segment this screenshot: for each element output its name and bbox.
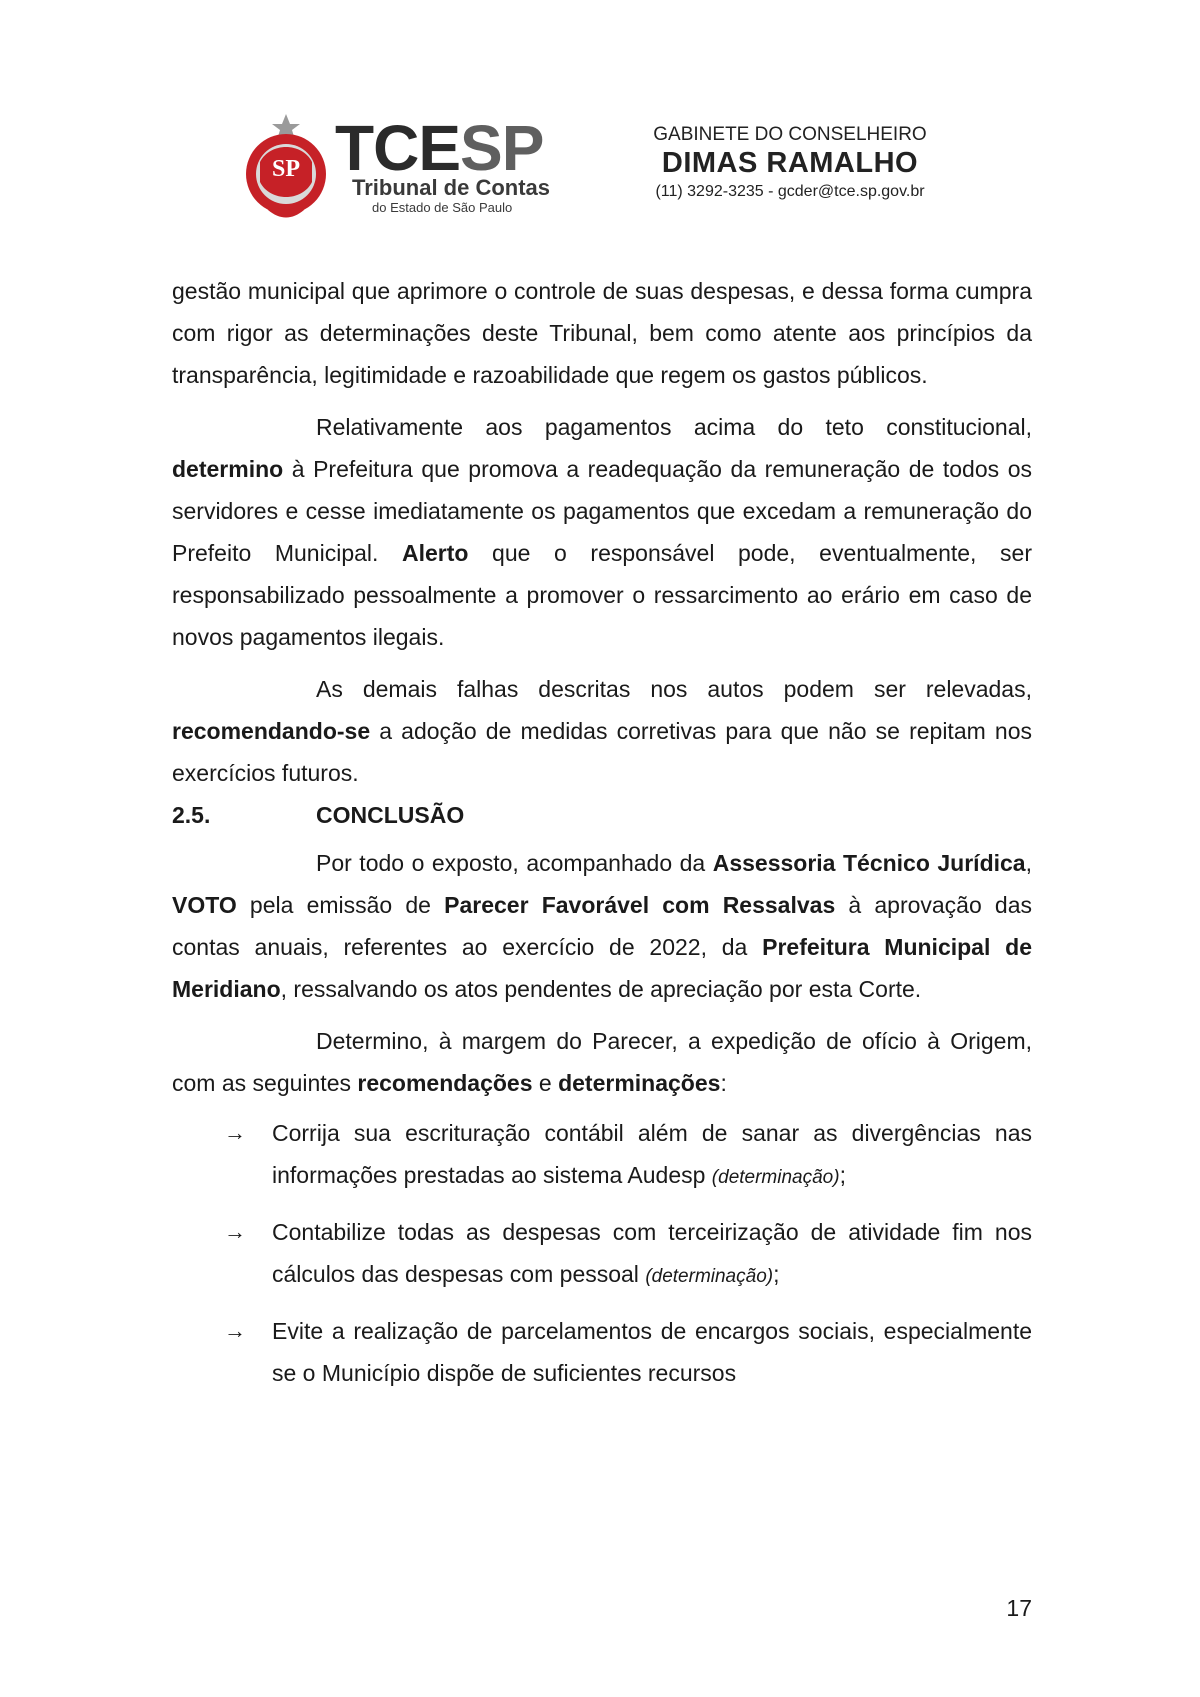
paragraph-1: gestão municipal que aprimore o controle de suas despesas, e dessa forma cumpra com rigor as determinações deste Tribunal, bem como atente aos princípios da transparência, legitimidade e razoabilidade que regem os gastos públicos. bbox=[172, 278, 1032, 388]
list-item bbox=[172, 1112, 1032, 1199]
text-run: Por todo o exposto, acompanhado da bbox=[316, 850, 713, 876]
bold-run: determinações bbox=[558, 1070, 721, 1096]
councillor-name: DIMAS RAMALHO bbox=[661, 147, 919, 179]
bold-run: Assessoria Técnico Jurídica bbox=[712, 850, 1026, 876]
text-run: pela emissão de bbox=[236, 892, 445, 918]
list-item bbox=[172, 1310, 1032, 1394]
logo-subtitle: Tribunal de Contas bbox=[352, 175, 551, 200]
bold-run: recomendações bbox=[357, 1070, 533, 1096]
list-item-end: ; bbox=[773, 1261, 780, 1287]
bold-run: determino bbox=[172, 456, 284, 482]
text-run: à Prefeitura que promova a readequação da remuneração de todos os servidores e cesse imediatamente os pagamentos que excedam a remuneração do Prefeito Municipal. bbox=[172, 456, 1032, 566]
tcesp-logo bbox=[240, 112, 570, 222]
list-item-end: ; bbox=[839, 1162, 846, 1188]
list-item-text: Evite a realização de parcelamentos de encargos sociais, especialmente se o Município dispõe de suficientes recursos bbox=[272, 1318, 1032, 1386]
paragraph-4 bbox=[172, 842, 1032, 1010]
sao-paulo-seal-icon bbox=[240, 112, 332, 222]
logo-wordmark bbox=[335, 112, 544, 184]
document-body bbox=[172, 270, 1032, 1406]
arrow-right-icon: → bbox=[224, 1120, 246, 1145]
text-run: e bbox=[532, 1070, 559, 1096]
office-title: GABINETE DO CONSELHEIRO bbox=[653, 124, 927, 145]
office-contact: (11) 3292-3235 - gcder@tce.sp.gov.br bbox=[655, 183, 925, 200]
section-heading bbox=[172, 794, 1032, 836]
text-run: : bbox=[720, 1070, 727, 1096]
bold-run: VOTO bbox=[172, 892, 237, 918]
bold-run: recomendando-se bbox=[172, 718, 371, 744]
bold-run: Parecer Favorável com Ressalvas bbox=[444, 892, 836, 918]
text-run: que o responsável pode, eventualmente, ser responsabilizado pessoalmente a promover o ressarcimento ao erário em caso de novos pagamentos ilegais. bbox=[172, 540, 1032, 650]
list-item-note: (determinação) bbox=[645, 1266, 774, 1287]
section-title: CONCLUSÃO bbox=[316, 802, 465, 828]
paragraph-2 bbox=[172, 406, 1032, 658]
arrow-right-icon: → bbox=[224, 1219, 246, 1244]
text-run: à aprovação das contas anuais, referentes ao exercício de 2022, da bbox=[172, 892, 1033, 960]
list-item bbox=[172, 1211, 1032, 1298]
section-number: 2.5. bbox=[172, 802, 211, 828]
seal-text: SP bbox=[271, 156, 301, 182]
bold-run: Prefeitura Municipal de Meridiano bbox=[172, 934, 1032, 1002]
list-item-text: Corrija sua escrituração contábil além de sanar as divergências nas informações prestadas ao sistema Audesp bbox=[272, 1120, 1032, 1188]
logo-sp: SP bbox=[460, 112, 544, 184]
bold-run: Alerto bbox=[402, 540, 469, 566]
logo-tce: TCE bbox=[335, 112, 460, 184]
text-run: , ressalvando os atos pendentes de apreciação por esta Corte. bbox=[280, 976, 922, 1002]
page-number: 17 bbox=[1006, 1595, 1032, 1621]
office-header bbox=[620, 124, 960, 202]
text-run: Relativamente aos pagamentos acima do teto constitucional, bbox=[316, 414, 1032, 440]
paragraph-3 bbox=[172, 668, 1032, 794]
determinations-list bbox=[172, 1112, 1032, 1394]
paragraph-5 bbox=[172, 1020, 1032, 1104]
list-item-note: (determinação) bbox=[711, 1167, 840, 1188]
text-run: As demais falhas descritas nos autos podem ser relevadas, bbox=[316, 676, 1032, 702]
list-item-text: Contabilize todas as despesas com terceirização de atividade fim nos cálculos das despesas com pessoal bbox=[272, 1219, 1032, 1287]
text-run: , bbox=[1025, 850, 1032, 876]
text-run: Determino, à margem do Parecer, a expedição de ofício à Origem, com as seguintes bbox=[172, 1028, 1032, 1096]
logo-subtitle-small: do Estado de São Paulo bbox=[372, 200, 513, 215]
arrow-right-icon: → bbox=[224, 1318, 246, 1343]
text-run: a adoção de medidas corretivas para que não se repitam nos exercícios futuros. bbox=[172, 718, 1032, 786]
